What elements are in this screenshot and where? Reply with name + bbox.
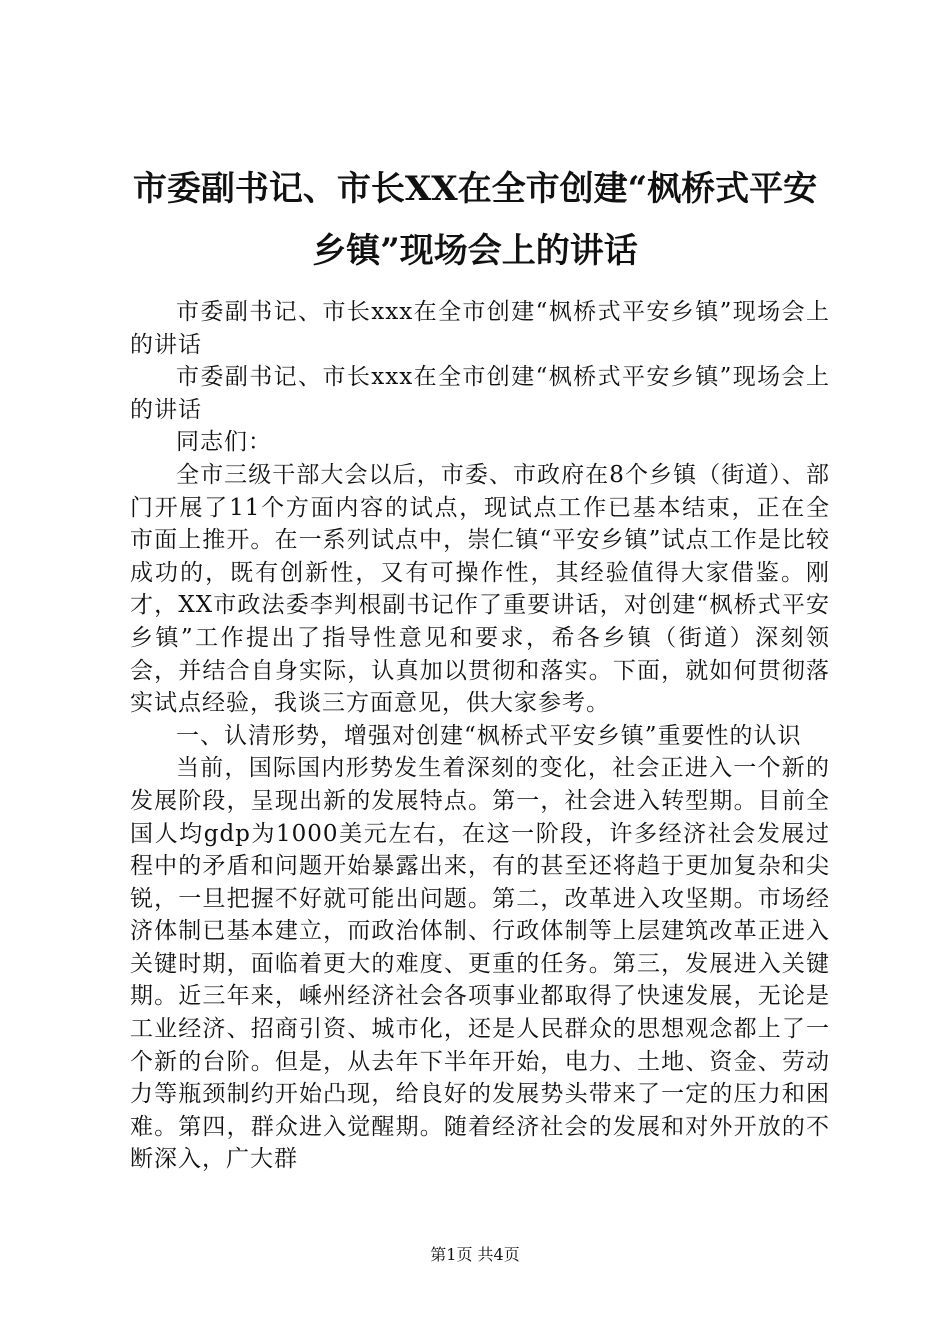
paragraph-situation: 当前，国际国内形势发生着深刻的变化，社会正进入一个新的发展阶段，呈现出新的发展特点。第一，社会进入转型期。目前全国人均gdp为1000美元左右，在这一阶段，许多经济社会发展过程中的矛盾和问题开始暴露出来，有的甚至还将趋于更加复杂和尖锐，一旦把握不好就可能出问题。第二，改革进入攻坚期。市场经济体制已基本建立，而政治体制、行政体制等上层建筑改革正进入关键时期，面临着更大的难度、更重的任务。第三，发展进入关键期。近三年来，嵊州经济社会各项事业都取得了快速发展，无论是工业经济、招商引资、城市化，还是人民群众的思想观念都上了一个新的台阶。但是，从去年下半年开始，电力、土地、资金、劳动力等瓶颈制约开始凸现，给良好的发展势头带来了一定的压力和困难。第四，群众进入觉醒期。随着经济社会的发展和对外开放的不断深入，广大群: [130, 755, 830, 1173]
paragraph-section-heading: 一、认清形势，增强对创建“枫桥式平安乡镇”重要性的认识: [176, 722, 802, 749]
paragraph-subtitle-1: 市委副书记、市长xxx在全市创建“枫桥式平安乡镇”现场会上的讲话: [130, 299, 830, 358]
page-footer: 第1页 共4页: [430, 1245, 520, 1264]
document-title: 市委副书记、市长XX在全市创建“枫桥式平安乡镇”现场会上的讲话: [132, 169, 818, 271]
paragraph-salutation: 同志们：: [176, 429, 272, 456]
paragraph-subtitle-2: 市委副书记、市长xxx在全市创建“枫桥式平安乡镇”现场会上的讲话: [130, 364, 830, 423]
document-body: [130, 296, 830, 1176]
paragraph-intro: 全市三级干部大会以后，市委、市政府在8个乡镇（街道）、部门开展了11个方面内容的试点，现试点工作已基本结束，正在全市面上推开。在一系列试点中，崇仁镇“平安乡镇”试点工作是比较成功的，既有创新性，又有可操作性，其经验值得大家借鉴。刚才，XX市政法委李判根副书记作了重要讲话，对创建“枫桥式平安乡镇”工作提出了指导性意见和要求，希各乡镇（街道）深刻领会，并结合自身实际，认真加以贯彻和落实。下面，就如何贯彻落实试点经验，我谈三方面意见，供大家参考。: [130, 461, 830, 717]
